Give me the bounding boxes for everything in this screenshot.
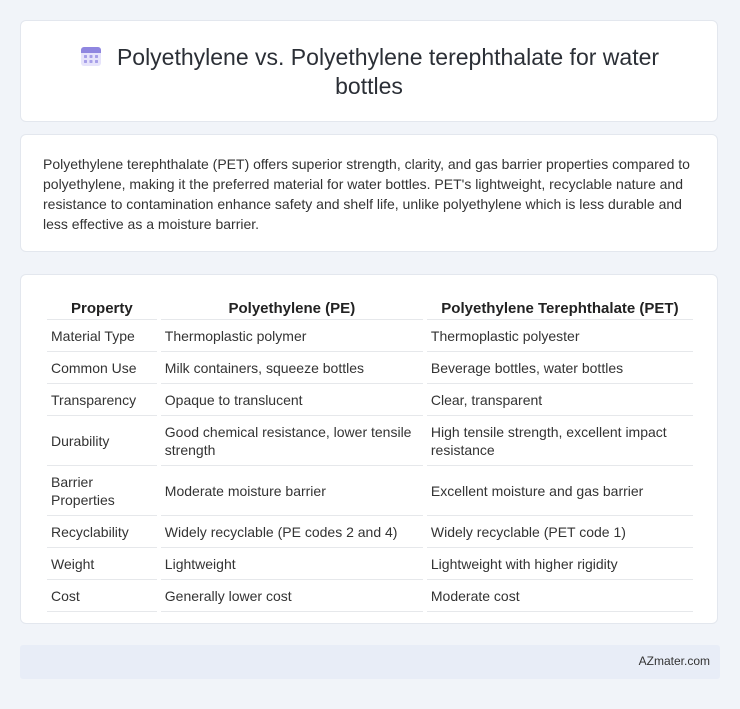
comparison-table: [43, 295, 697, 614]
pe-cell: Milk containers, squeeze bottles: [161, 354, 423, 384]
property-cell: Common Use: [47, 354, 157, 384]
pe-cell: Generally lower cost: [161, 582, 423, 612]
pe-cell: Widely recyclable (PE codes 2 and 4): [161, 518, 423, 548]
pet-cell: Widely recyclable (PET code 1): [427, 518, 693, 548]
pet-cell: High tensile strength, excellent impact resistance: [427, 418, 693, 466]
pet-cell: Clear, transparent: [427, 386, 693, 416]
header-pet: Polyethylene Terephthalate (PET): [427, 297, 693, 320]
pet-cell: Beverage bottles, water bottles: [427, 354, 693, 384]
pe-cell: Thermoplastic polymer: [161, 322, 423, 352]
footer-brand-link[interactable]: AZmater.com: [638, 654, 710, 668]
table-row: [47, 550, 693, 580]
title-card: [20, 20, 718, 122]
table-row: [47, 518, 693, 548]
property-cell: Barrier Properties: [47, 468, 157, 516]
pet-cell: Lightweight with higher rigidity: [427, 550, 693, 580]
table-row: [47, 418, 693, 466]
property-cell: Recyclability: [47, 518, 157, 548]
table-row: [47, 354, 693, 384]
summary-text: Polyethylene terephthalate (PET) offers superior strength, clarity, and gas barrier properties compared to polyethylene, making it the preferred material for water bottles. PET's lightweight, recyclable nature and resistance to contamination enhance safety and shelf life, unlike polyethylene which is less durable and less effective as a moisture barrier.: [43, 156, 690, 232]
table-row: [47, 582, 693, 612]
summary-card: [20, 134, 718, 252]
table-row: [47, 386, 693, 416]
pet-cell: Excellent moisture and gas barrier: [427, 468, 693, 516]
property-cell: Weight: [47, 550, 157, 580]
footer-bar: [20, 645, 720, 679]
pe-cell: Opaque to translucent: [161, 386, 423, 416]
table-header-row: [47, 297, 693, 320]
table-row: [47, 322, 693, 352]
property-cell: Cost: [47, 582, 157, 612]
pet-cell: Thermoplastic polyester: [427, 322, 693, 352]
pet-cell: Moderate cost: [427, 582, 693, 612]
property-cell: Transparency: [47, 386, 157, 416]
property-cell: Durability: [47, 418, 157, 466]
pe-cell: Moderate moisture barrier: [161, 468, 423, 516]
header-property: Property: [47, 297, 157, 320]
table-row: [47, 468, 693, 516]
property-cell: Material Type: [47, 322, 157, 352]
comparison-table-card: [20, 274, 718, 624]
pe-cell: Lightweight: [161, 550, 423, 580]
header-polyethylene: Polyethylene (PE): [161, 297, 423, 320]
calendar-grid-icon: [79, 44, 103, 68]
page-title: [61, 43, 677, 101]
page-title-text: Polyethylene vs. Polyethylene terephthalate for water bottles: [116, 44, 660, 99]
pe-cell: Good chemical resistance, lower tensile strength: [161, 418, 423, 466]
